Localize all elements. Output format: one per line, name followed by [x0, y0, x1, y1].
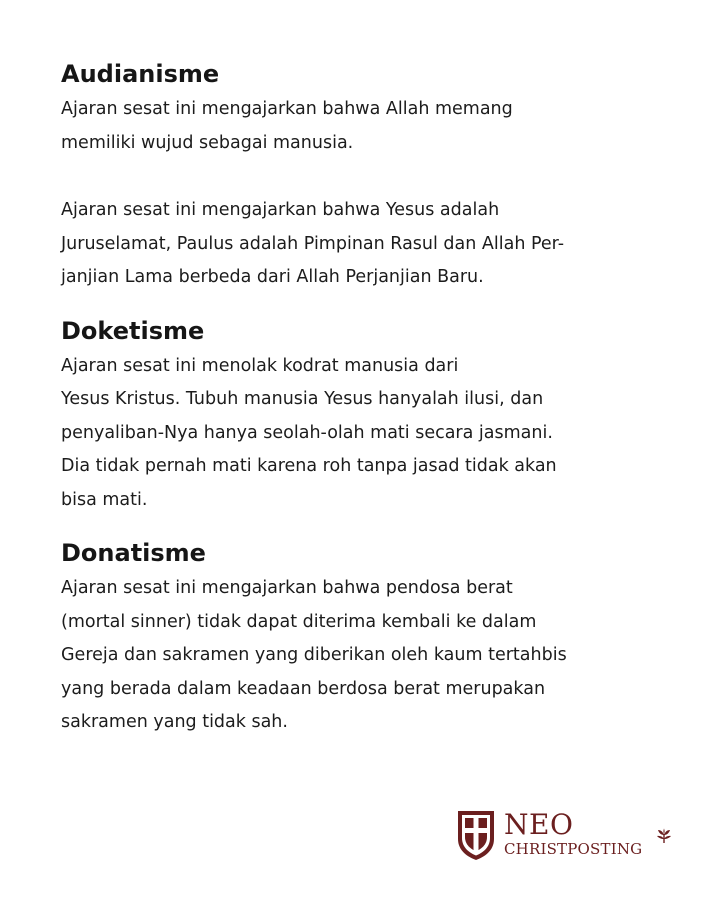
text-line: Ajaran sesat ini menolak kodrat manusia dari [61, 355, 459, 376]
section-title: Audianisme [61, 60, 220, 88]
logo-name: NEO [504, 808, 574, 841]
section-title: Doketisme [61, 316, 205, 345]
text-line: (mortal sinner) tidak dapat diterima kembali ke dalam [61, 611, 537, 632]
text-line: Ajaran sesat ini mengajarkan bahwa Yesus adalah [61, 200, 500, 220]
text-line: Yesus Kristus. Tubuh manusia Yesus hanyalah ilusi, dan [61, 389, 544, 409]
text-line: yang berada dalam keadaan berdosa berat merupakan [61, 678, 546, 699]
text-line: sakramen yang tidak sah. [61, 712, 288, 732]
shield-cross-icon [456, 809, 496, 861]
paragraph [61, 194, 671, 295]
paragraph [61, 572, 671, 740]
text-line: Gereja dan sakramen yang diberikan oleh kaum tertahbis [61, 645, 567, 665]
text-line: Dia tidak pernah mati karena roh tanpa jasad tidak akan [61, 456, 557, 476]
text-line: Juruselamat, Paulus adalah Pimpinan Rasul dan Allah Per- [61, 233, 565, 254]
logo-subtitle: CHRISTPOSTING [504, 840, 643, 858]
text-line: Ajaran sesat ini mengajarkan bahwa Allah memang [61, 99, 513, 119]
paragraph [61, 93, 671, 160]
paragraph [61, 350, 671, 518]
section-title: Donatisme [61, 539, 206, 567]
article [61, 58, 671, 740]
text-line: Ajaran sesat ini mengajarkan bahwa pendosa berat [61, 578, 513, 598]
section-doketisme [61, 315, 671, 518]
text-line: bisa mati. [61, 489, 148, 510]
section-audianisme [61, 58, 671, 295]
brand-logo [456, 808, 686, 864]
text-line: memiliki wujud sebagai manusia. [61, 132, 354, 153]
section-donatisme [61, 537, 671, 740]
text-line: penyaliban-Nya hanya seolah-olah mati secara jasmani. [61, 422, 553, 443]
sprout-icon [655, 828, 673, 844]
text-line: janjian Lama berbeda dari Allah Perjanjian Baru. [61, 267, 484, 287]
